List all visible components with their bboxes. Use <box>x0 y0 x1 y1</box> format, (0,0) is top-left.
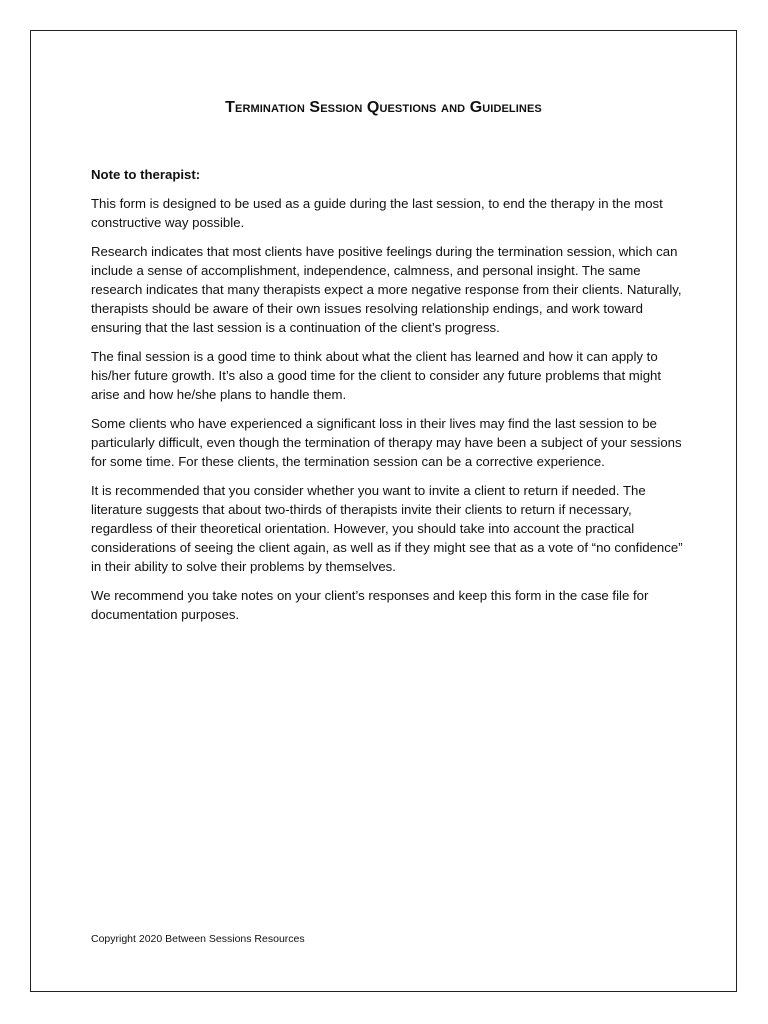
paragraph-purpose: This form is designed to be used as a guide during the last session, to end the therapy in the most constructive way possible. <box>91 196 663 230</box>
document-page <box>30 30 737 992</box>
document-title: Termination Session Questions and Guidelines <box>225 99 542 116</box>
paragraph-return-invitation: It is recommended that you consider whether you want to invite a client to return if needed. The literature suggests that about two-thirds of therapists invite their clients to return if necessary, regardless of their theoretical orientation. However, you should take into account the practical considerations of seeing the client again, as well as if they might see that as a vote of “no confidence” in their ability to solve their problems by themselves. <box>91 483 683 574</box>
copyright-footer: Copyright 2020 Between Sessions Resources <box>91 933 305 945</box>
paragraph-loss: Some clients who have experienced a significant loss in their lives may find the last session to be particularly difficult, even though the termination of therapy may have been a subject of your sessions for some time. For these clients, the termination session can be a corrective experience. <box>91 416 682 469</box>
document-body <box>91 165 683 634</box>
paragraph-research: Research indicates that most clients have positive feelings during the termination session, which can include a sense of accomplishment, independence, calmness, and personal insight. The same research indicates that many therapists expect a more negative response from their clients. Naturally, therapists should be aware of their own issues resolving relationship endings, and work toward ensuring that the last session is a continuation of the client’s progress. <box>91 244 682 335</box>
paragraph-documentation: We recommend you take notes on your client’s responses and keep this form in the case file for documentation purposes. <box>91 588 649 622</box>
note-heading: Note to therapist: <box>91 167 201 182</box>
paragraph-final-session: The final session is a good time to think about what the client has learned and how it can apply to his/her future growth. It’s also a good time for the client to consider any future problems that might arise and how he/she plans to handle them. <box>91 349 662 402</box>
